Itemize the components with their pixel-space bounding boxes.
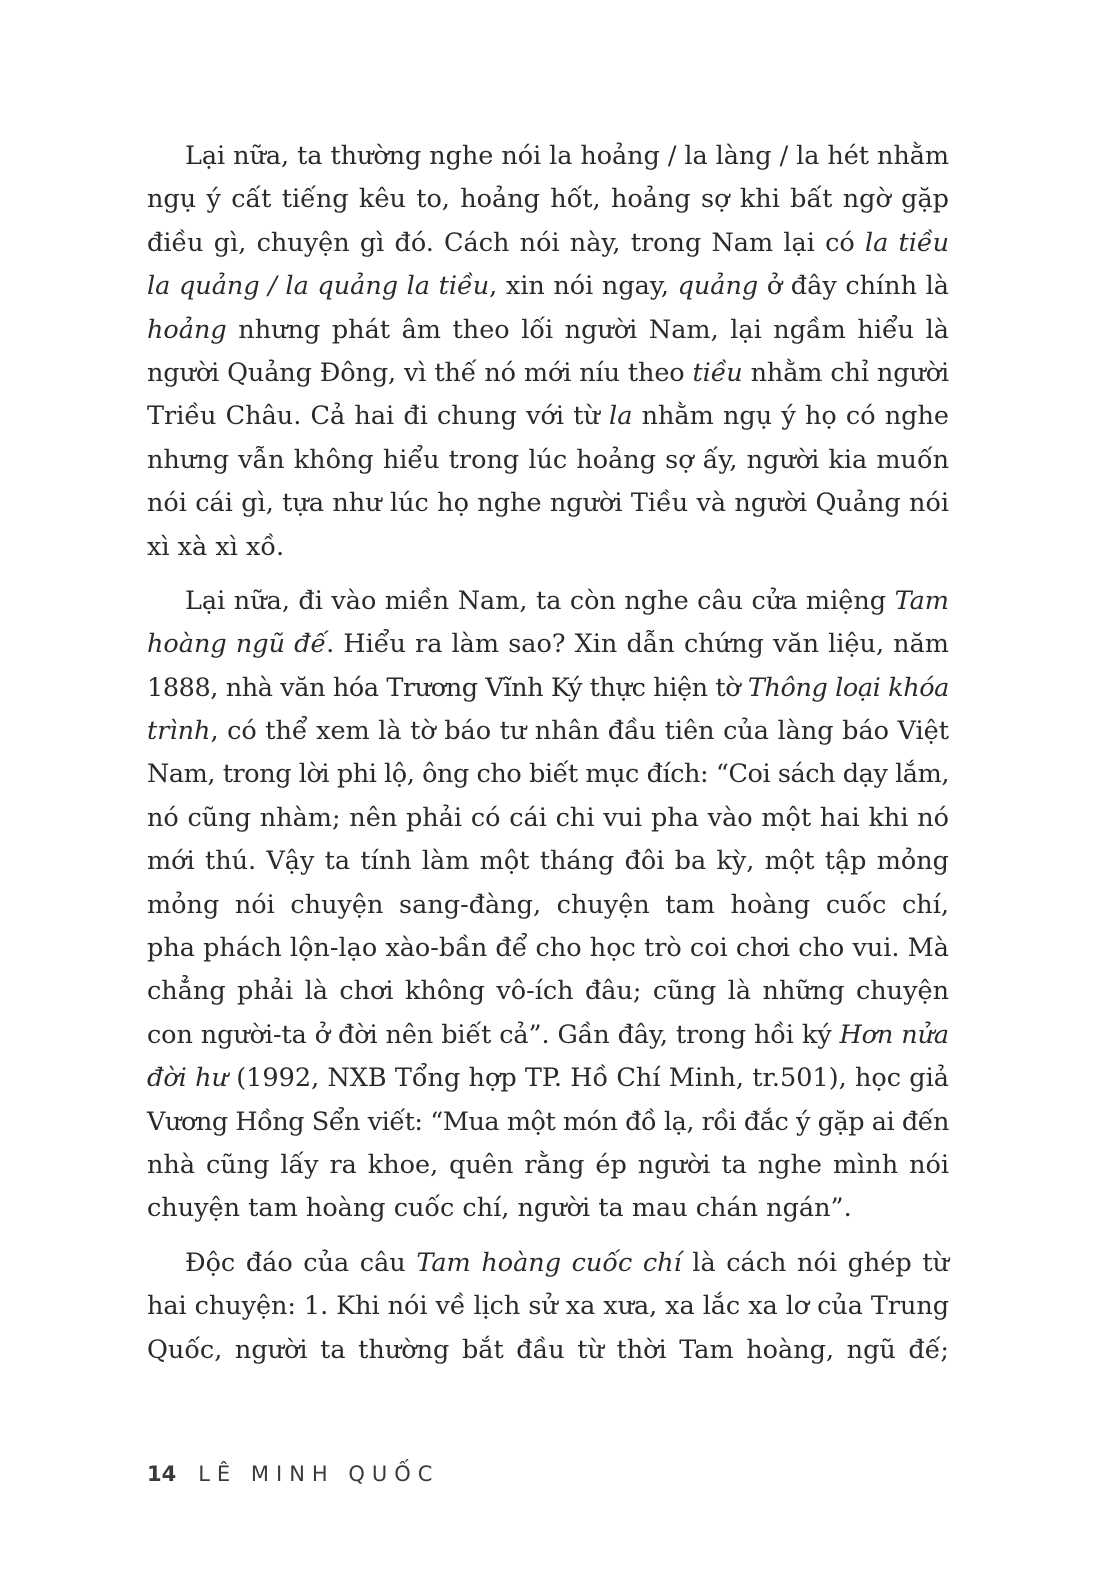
text-line [147,352,949,395]
italic-text: trình [147,716,211,747]
text-run: Độc đáo của câu [185,1247,417,1278]
text-run: người Quảng Đông, vì thế nó mới níu theo [147,357,693,388]
text-line [147,309,949,352]
italic-text: Hơn nửa [839,1019,950,1050]
text-line [147,1242,949,1285]
text-run: Lại nữa, đi vào miền Nam, ta còn nghe câu cửa miệng [185,585,895,616]
text-run: pha phách lộn-lạo xào-bần để cho học trò coi chơi cho vui. Mà [147,933,949,964]
text-run: xì xà xì xồ. [147,531,285,562]
text-line [147,1014,949,1057]
text-line [147,1187,949,1230]
text-run: con người-ta ở đời nên biết cả”. Gần đây, trong hồi ký [147,1019,840,1050]
text-line [147,439,949,482]
text-run: Nam, trong lời phi lộ, ông cho biết mục đích: “Coi sách dạy lắm, [147,759,949,790]
italic-text: quảng [677,271,759,302]
text-line [147,222,949,265]
text-run: điều gì, chuyện gì đó. Cách nói này, trong Nam lại có [147,227,865,258]
paragraph [147,580,949,1231]
text-line [147,135,949,178]
text-run: nhưng vẫn không hiểu trong lúc hoảng sợ ấy, người kia muốn [147,444,949,475]
italic-text: hoàng ngũ đế [147,629,327,660]
text-run: 1888, nhà văn hóa Trương Vĩnh Ký thực hiện tờ [147,672,748,703]
italic-text: la [609,401,633,432]
text-line [147,667,949,710]
page-number: 14 [147,1462,177,1486]
italic-text: tiều [692,357,743,388]
text-run: , có thể xem là tờ báo tư nhân đầu tiên của làng báo Việt [210,716,949,747]
text-line [147,1285,949,1328]
text-run: nhằm chỉ người [742,357,949,388]
body-text [147,135,949,1372]
text-line [147,526,949,569]
text-line [147,797,949,840]
text-line [147,265,949,308]
text-run: ở đây chính là [758,271,949,302]
text-run: , xin nói ngay, [489,271,678,302]
text-line [147,1144,949,1187]
text-line [147,927,949,970]
text-line [147,580,949,623]
paragraph [147,135,949,569]
paragraph-gap [147,1231,949,1242]
italic-text: hoảng [147,314,227,345]
italic-text: đời hư [147,1063,228,1094]
text-line [147,1101,949,1144]
text-run: . Hiểu ra làm sao? Xin dẫn chứng văn liệu, năm [326,629,949,660]
text-line [147,884,949,927]
text-run: (1992, NXB Tổng hợp TP. Hồ Chí Minh, tr.501), học giả [227,1063,949,1094]
italic-text: Thông loại khóa [747,672,949,703]
text-run: chuyện tam hoàng cuốc chí, người ta mau chán ngán”. [147,1193,852,1224]
text-line [147,970,949,1013]
text-run: nhằm ngụ ý họ có nghe [632,401,949,432]
text-run: ngụ ý cất tiếng kêu to, hoảng hốt, hoảng sợ khi bất ngờ gặp [147,184,949,215]
italic-text: Tam [894,585,949,616]
text-line [147,482,949,525]
text-run: Vương Hồng Sển viết: “Mua một món đồ lạ, rồi đắc ý gặp ai đến [147,1106,949,1137]
text-run: Quốc, người ta thường bắt đầu từ thời Tam hoàng, ngũ đế; [147,1334,949,1365]
text-run: Triều Châu. Cả hai đi chung với từ [147,401,610,432]
paragraph-gap [147,569,949,580]
text-line [147,1329,949,1372]
text-run: Lại nữa, ta thường nghe nói la hoảng / la làng / la hét nhằm [185,141,949,171]
text-run: nhưng phát âm theo lối người Nam, lại ngầm hiểu là [226,314,949,345]
text-line [147,710,949,753]
text-line [147,1057,949,1100]
text-run: hai chuyện: 1. Khi nói về lịch sử xa xưa, xa lắc xa lơ của Trung [147,1291,949,1322]
page-footer [147,1462,439,1486]
author-name: LÊ MINH QUỐC [198,1462,440,1486]
text-line [147,395,949,438]
text-run: mới thú. Vậy ta tính làm một tháng đôi ba kỳ, một tập mỏng [147,846,949,877]
text-run: là cách nói ghép từ [681,1247,950,1278]
text-run: mỏng nói chuyện sang-đàng, chuyện tam hoàng cuốc chí, [147,889,949,920]
italic-text: Tam hoàng cuốc chí [416,1247,682,1278]
text-run: nói cái gì, tựa như lúc họ nghe người Tiều và người Quảng nói [147,488,949,519]
text-line [147,840,949,883]
paragraph [147,1242,949,1372]
italic-text: la quảng / la quảng la tiều [147,271,490,302]
text-line [147,753,949,796]
text-run: chẳng phải là chơi không vô-ích đâu; cũng là những chuyện [147,976,949,1007]
italic-text: la tiều [864,227,949,258]
text-line [147,178,949,221]
text-run: nhà cũng lấy ra khoe, quên rằng ép người ta nghe mình nói [147,1149,949,1180]
text-line [147,623,949,666]
text-run: nó cũng nhàm; nên phải có cái chi vui pha vào một hai khi nó [147,802,949,833]
